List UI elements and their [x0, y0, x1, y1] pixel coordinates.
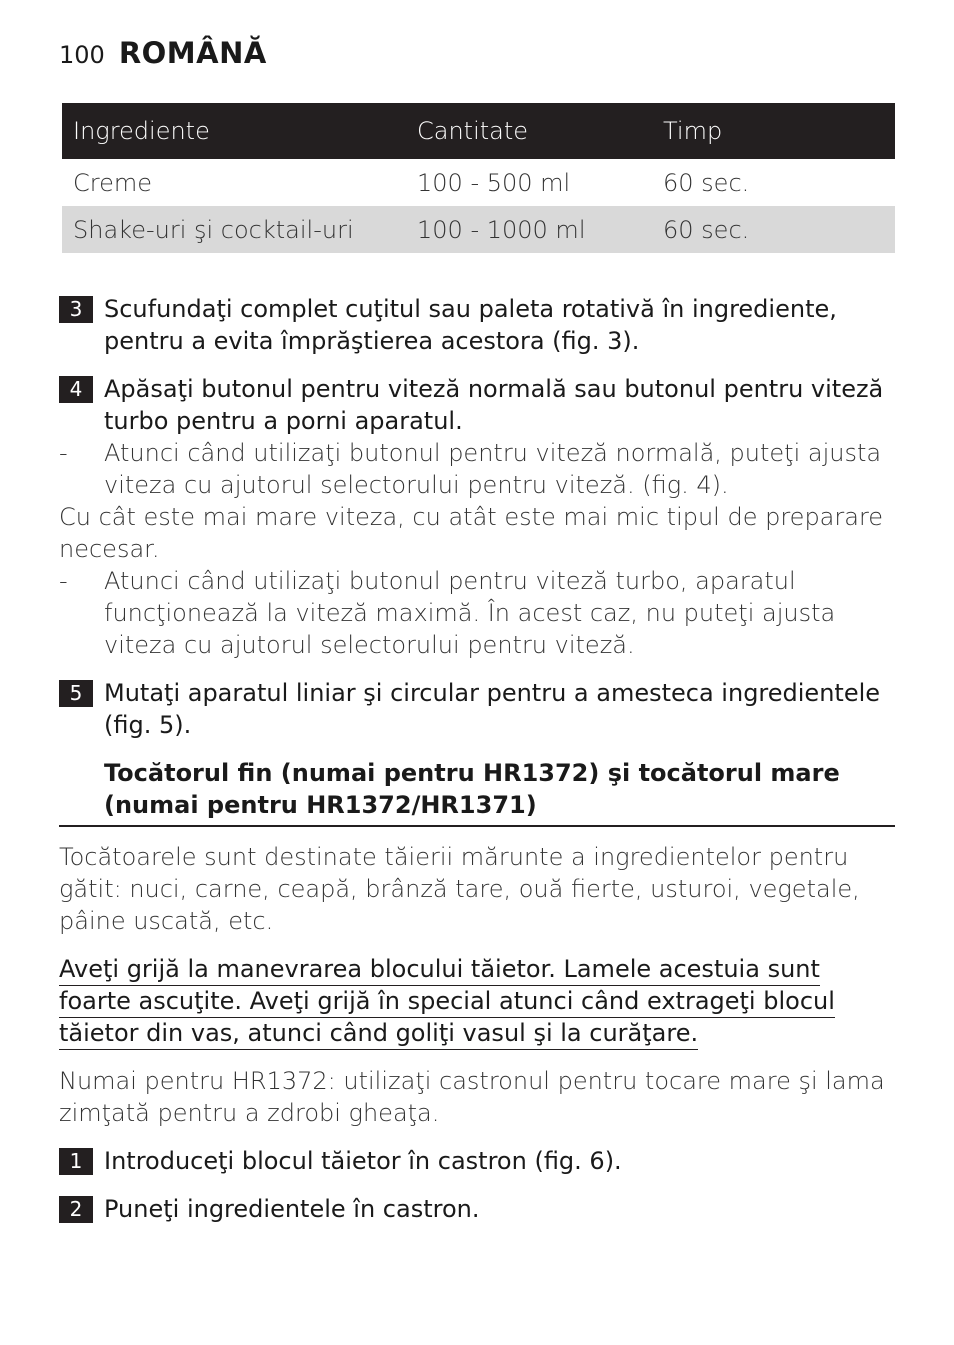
table-cell: 60 sec. — [663, 168, 750, 197]
step-3 — [59, 293, 895, 357]
model-note: Numai pentru HR1372: utilizaţi castronul pentru tocare mare şi lama zimţată pentru a zdrobi gheaţa. — [59, 1067, 885, 1127]
step-text: Puneţi ingredientele în castron. — [104, 1195, 480, 1223]
step-text: Apăsaţi butonul pentru viteză normală sau butonul pentru viteză turbo pentru a porni aparatul. — [104, 375, 884, 435]
column-header: Timp — [652, 103, 895, 159]
paragraph: Cu cât este mai mare viteza, cu atât este mai mic tipul de preparare necesar. — [59, 503, 884, 563]
step-number-badge: 2 — [59, 1196, 93, 1223]
step-number-badge: 5 — [59, 680, 93, 707]
page-number: 100 — [59, 41, 105, 69]
table-cell: Shake-uri şi cocktail-uri — [62, 206, 406, 253]
page-header — [59, 36, 267, 70]
table-row — [62, 206, 895, 253]
step-2 — [59, 1193, 895, 1225]
section-intro: Tocătoarele sunt destinate tăierii mărunte a ingredientelor pentru gătit: nuci, carne, ceapă, brânză tare, ouă fierte, usturoi, vegetale, pâine uscată, etc. — [59, 843, 860, 935]
table-cell: 100 - 1000 ml — [406, 206, 652, 253]
dash-marker: - — [59, 567, 68, 595]
bullet-text: Atunci când utilizaţi butonul pentru viteză normală, puteţi ajusta viteza cu ajutorul selectorului pentru viteză. (fig. 4). — [104, 439, 882, 499]
section-divider — [59, 757, 895, 827]
step-5 — [59, 677, 895, 741]
step-number-badge: 3 — [59, 296, 93, 323]
bullet-text: Atunci când utilizaţi butonul pentru viteză turbo, aparatul funcţionează la viteză maximă. În acest caz, nu puteţi ajusta viteza cu ajutorul selectorului pentru viteză. — [104, 567, 836, 659]
column-header: Ingrediente — [62, 103, 406, 159]
table-cell: 60 sec. — [652, 206, 895, 253]
table-header-row — [62, 103, 895, 159]
step-text: Introduceţi blocul tăietor în castron (fig. 6). — [104, 1147, 622, 1175]
bullet-item — [59, 565, 895, 661]
table-row — [62, 159, 895, 206]
instructions — [59, 293, 895, 1225]
table-cell: Creme — [73, 168, 153, 197]
step-1 — [59, 1145, 895, 1177]
step-number-badge: 1 — [59, 1148, 93, 1175]
step-text: Scufundaţi complet cuţitul sau paleta rotativă în ingrediente, pentru a evita împrăştierea acestora (fig. 3). — [104, 295, 837, 355]
step-4 — [59, 373, 895, 437]
section-title: Tocătorul fin (numai pentru HR1372) şi tocătorul mare (numai pentru HR1372/HR1371) — [104, 759, 840, 819]
warning-text — [59, 953, 895, 1049]
column-header: Cantitate — [406, 103, 652, 159]
table-cell: 100 - 500 ml — [417, 168, 571, 197]
bullet-item — [59, 437, 895, 501]
language-heading: ROMÂNĂ — [118, 36, 267, 70]
ingredient-table — [62, 103, 895, 253]
step-text: Mutaţi aparatul liniar şi circular pentru a amesteca ingredientele (fig. 5). — [104, 679, 881, 739]
warning-underlined: Aveţi grijă la manevrarea blocului tăietor. Lamele acestuia sunt foarte ascuţite. Aveţi grijă în special atunci când extrageţi blocul tăietor din vas, atunci când goliţi vasul şi la curăţare. — [59, 955, 835, 1050]
step-number-badge: 4 — [59, 376, 93, 403]
dash-marker: - — [59, 439, 68, 467]
